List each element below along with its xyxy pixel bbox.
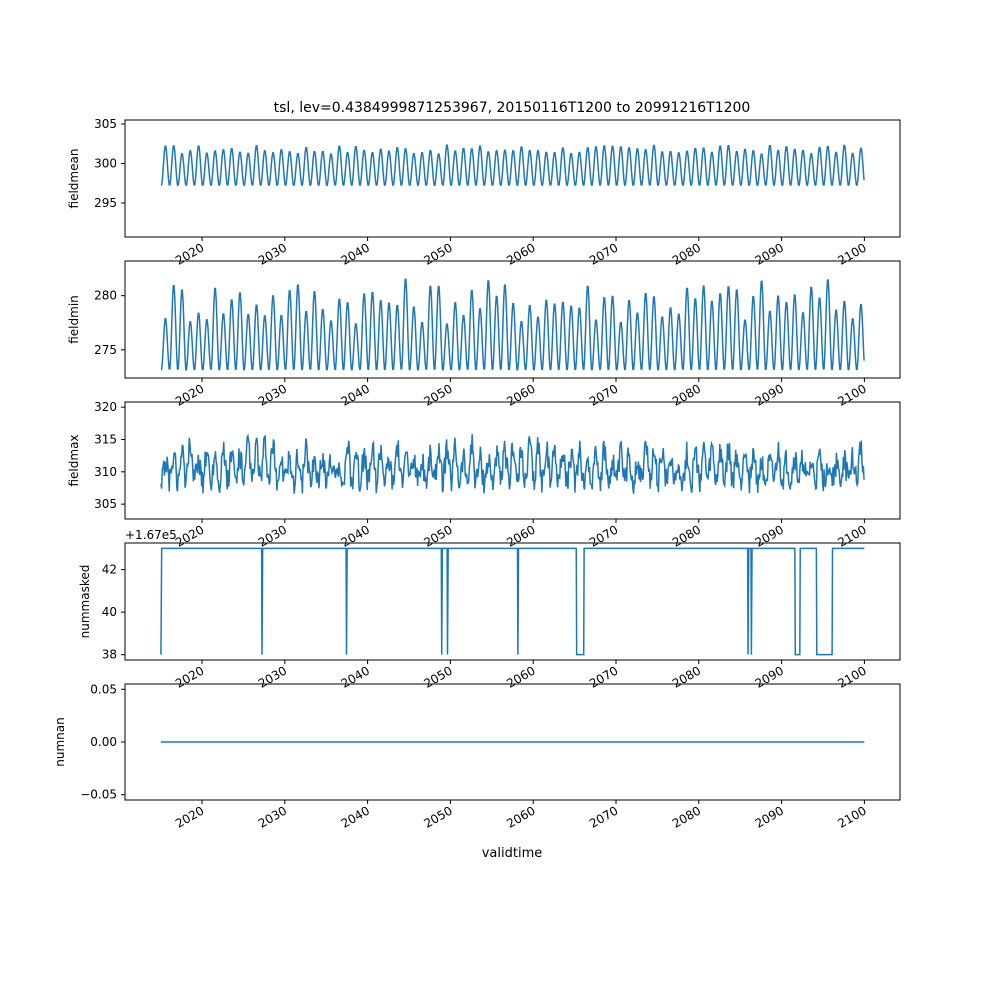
y-tick-label: 320	[94, 400, 117, 415]
x-tick-label: 2100	[835, 803, 869, 831]
y-axis-label: numnan	[53, 717, 67, 767]
x-tick-label: 2080	[669, 803, 704, 831]
x-tick-label: 2030	[255, 240, 290, 268]
x-tick-label: 2080	[669, 381, 704, 409]
x-tick-label: 2050	[421, 663, 455, 691]
x-tick-label: 2090	[752, 803, 787, 831]
x-tick-label: 2090	[752, 240, 787, 268]
x-tick-label: 2040	[338, 803, 373, 831]
x-tick-label: 2040	[338, 381, 373, 409]
y-axis-label: fieldmean	[67, 148, 81, 209]
x-tick-label: 2060	[504, 663, 538, 691]
y-axis-label: nummasked	[78, 564, 92, 639]
y-tick-label: −0.05	[80, 787, 117, 802]
x-tick-label: 2060	[504, 522, 538, 550]
x-tick-label: 2070	[587, 522, 621, 550]
x-tick-label: 2060	[504, 381, 538, 409]
x-tick-label: 2100	[835, 663, 869, 691]
y-axis-label: fieldmax	[67, 434, 81, 487]
x-tick-label: 2020	[173, 522, 207, 550]
y-tick-label: 280	[94, 288, 117, 303]
y-tick-label: 315	[94, 432, 117, 447]
x-tick-label: 2070	[587, 240, 621, 268]
x-tick-label: 2080	[669, 240, 704, 268]
x-tick-label: 2100	[835, 381, 869, 409]
x-tick-label: 2080	[669, 522, 704, 550]
x-tick-label: 2020	[173, 240, 207, 268]
x-tick-label: 2020	[173, 663, 207, 691]
x-tick-label: 2100	[835, 522, 869, 550]
x-tick-label: 2090	[752, 522, 787, 550]
x-tick-label: 2040	[338, 240, 373, 268]
y-tick-label: 42	[101, 562, 117, 577]
x-tick-label: 2050	[421, 803, 455, 831]
y-tick-label: 305	[94, 116, 117, 131]
y-tick-label: 40	[101, 605, 117, 620]
x-tick-label: 2080	[669, 663, 704, 691]
x-tick-label: 2050	[421, 240, 455, 268]
offset-text: +1.67e5	[125, 528, 177, 542]
x-tick-label: 2100	[835, 240, 869, 268]
y-tick-label: 0.05	[90, 682, 117, 697]
y-tick-label: 38	[101, 647, 117, 662]
x-tick-label: 2070	[587, 803, 621, 831]
x-tick-label: 2060	[504, 240, 538, 268]
x-tick-label: 2060	[504, 803, 538, 831]
x-tick-label: 2050	[421, 522, 455, 550]
x-tick-label: 2040	[338, 663, 373, 691]
x-tick-label: 2020	[173, 803, 207, 831]
x-tick-label: 2030	[255, 522, 290, 550]
y-tick-label: 310	[94, 464, 117, 479]
x-tick-label: 2030	[255, 803, 290, 831]
x-tick-label: 2020	[173, 381, 207, 409]
x-tick-label: 2030	[255, 663, 290, 691]
x-tick-label: 2030	[255, 381, 290, 409]
y-tick-label: 305	[94, 497, 117, 512]
y-tick-label: 295	[94, 196, 117, 211]
x-tick-label: 2090	[752, 381, 787, 409]
x-tick-label: 2090	[752, 663, 787, 691]
x-axis-label: validtime	[481, 846, 543, 861]
y-tick-label: 275	[94, 342, 117, 357]
x-tick-label: 2070	[587, 381, 621, 409]
chart-title: tsl, lev=0.4384999871253967, 20150116T1200 to 20991216T1200	[273, 100, 751, 116]
x-tick-label: 2040	[338, 522, 373, 550]
x-tick-label: 2050	[421, 381, 455, 409]
x-tick-label: 2070	[587, 663, 621, 691]
y-axis-label: fieldmin	[67, 295, 81, 344]
y-tick-label: 0.00	[90, 735, 117, 749]
y-tick-label: 300	[94, 156, 117, 171]
